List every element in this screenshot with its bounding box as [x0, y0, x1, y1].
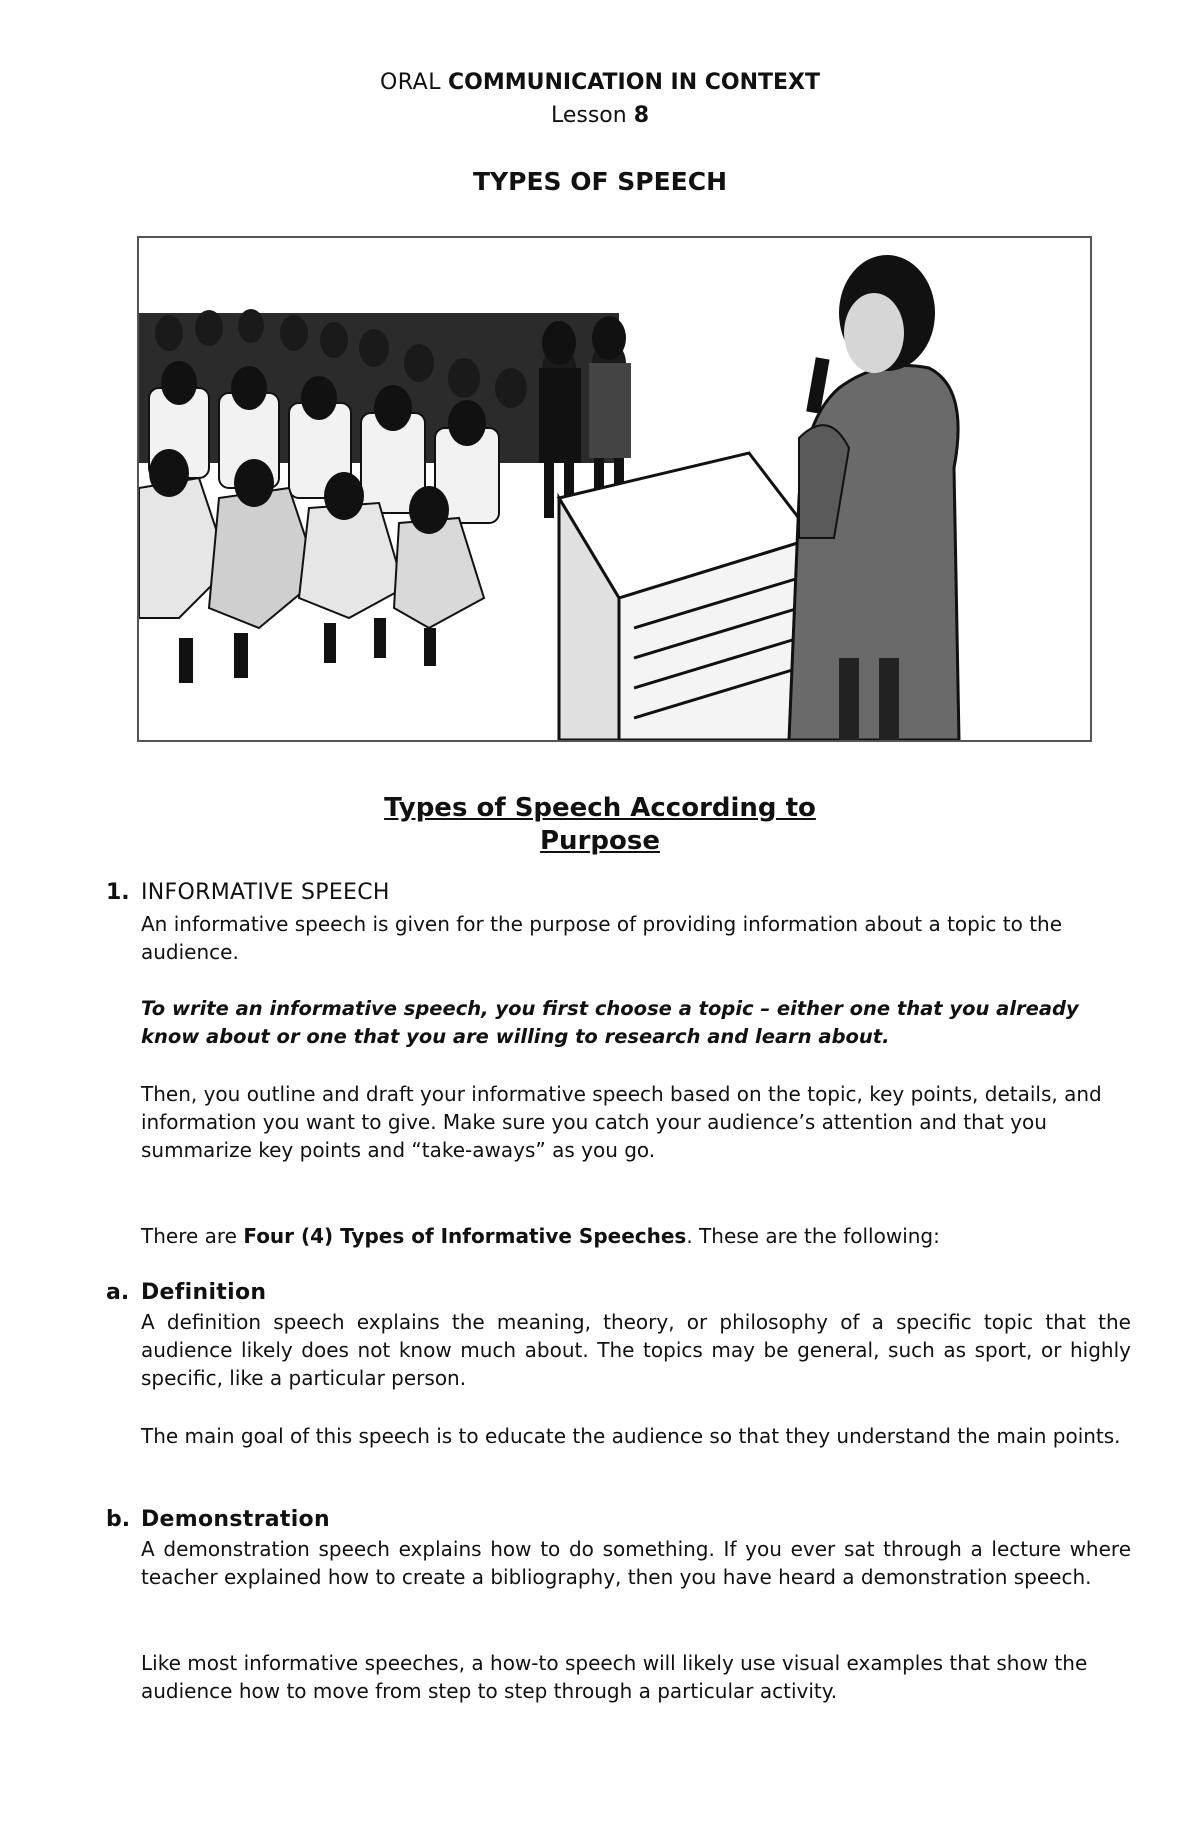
lesson-number: 8: [633, 103, 650, 128]
lesson-label: Lesson: [550, 103, 627, 128]
informative-how-to-write: To write an informative speech, you first choose a topic – either one that you already know about or one that you are willing to research and learn about.: [141, 997, 1079, 1048]
type-definition-paragraph-1: A definition speech explains the meaning, theory, or philosophy of a specific topic that the audience likely does not know much about. The topics may be general, such as sport, or highly specific, like a particular person.: [141, 1310, 1131, 1390]
course-title: [0, 70, 1200, 95]
informative-heading: [106, 880, 390, 905]
type-marker: b.: [106, 1507, 131, 1532]
type-name: Demonstration: [141, 1507, 330, 1532]
types-intro-bold: Four (4) Types of Informative Speeches: [243, 1224, 687, 1248]
course-main: COMMUNICATION IN CONTEXT: [447, 70, 821, 95]
section-title-line1: Types of Speech According to: [384, 793, 816, 823]
section-title: [0, 792, 1200, 858]
lesson-line: [0, 103, 1200, 128]
types-intro: [141, 1222, 1131, 1250]
informative-definition: An informative speech is given for the purpose of providing information about a topic to the audience.: [141, 912, 1063, 964]
informative-outline: Then, you outline and draft your informative speech based on the topic, key points, details, and information you want to give. Make sure you catch your audience’s attention and that you summarize key points and “take-aways” as you go.: [141, 1082, 1102, 1162]
section-title-line2: Purpose: [540, 826, 660, 856]
type-demonstration-paragraph-2: Like most informative speeches, a how-to speech will likely use visual examples that show the audience how to move from step to step through a particular activity.: [141, 1651, 1088, 1703]
informative-number: 1.: [106, 880, 130, 905]
types-intro-after: . These are the following:: [686, 1224, 940, 1248]
type-definition-heading: [106, 1280, 266, 1305]
page-title: TYPES OF SPEECH: [472, 167, 728, 196]
speaker-illustration: [137, 236, 1092, 742]
informative-heading-label: INFORMATIVE SPEECH: [141, 880, 390, 905]
type-demonstration-heading: [106, 1507, 330, 1532]
type-name: Definition: [141, 1280, 267, 1305]
course-prefix: ORAL: [379, 70, 441, 95]
type-marker: a.: [106, 1280, 130, 1305]
type-demonstration-paragraph-1: A demonstration speech explains how to do something. If you ever sat through a lecture where teacher explained how to create a bibliography, then you have heard a demonstration speech.: [141, 1537, 1131, 1589]
type-definition-paragraph-2: The main goal of this speech is to educate the audience so that they understand the main points.: [141, 1424, 1121, 1448]
types-intro-before: There are: [141, 1224, 244, 1248]
